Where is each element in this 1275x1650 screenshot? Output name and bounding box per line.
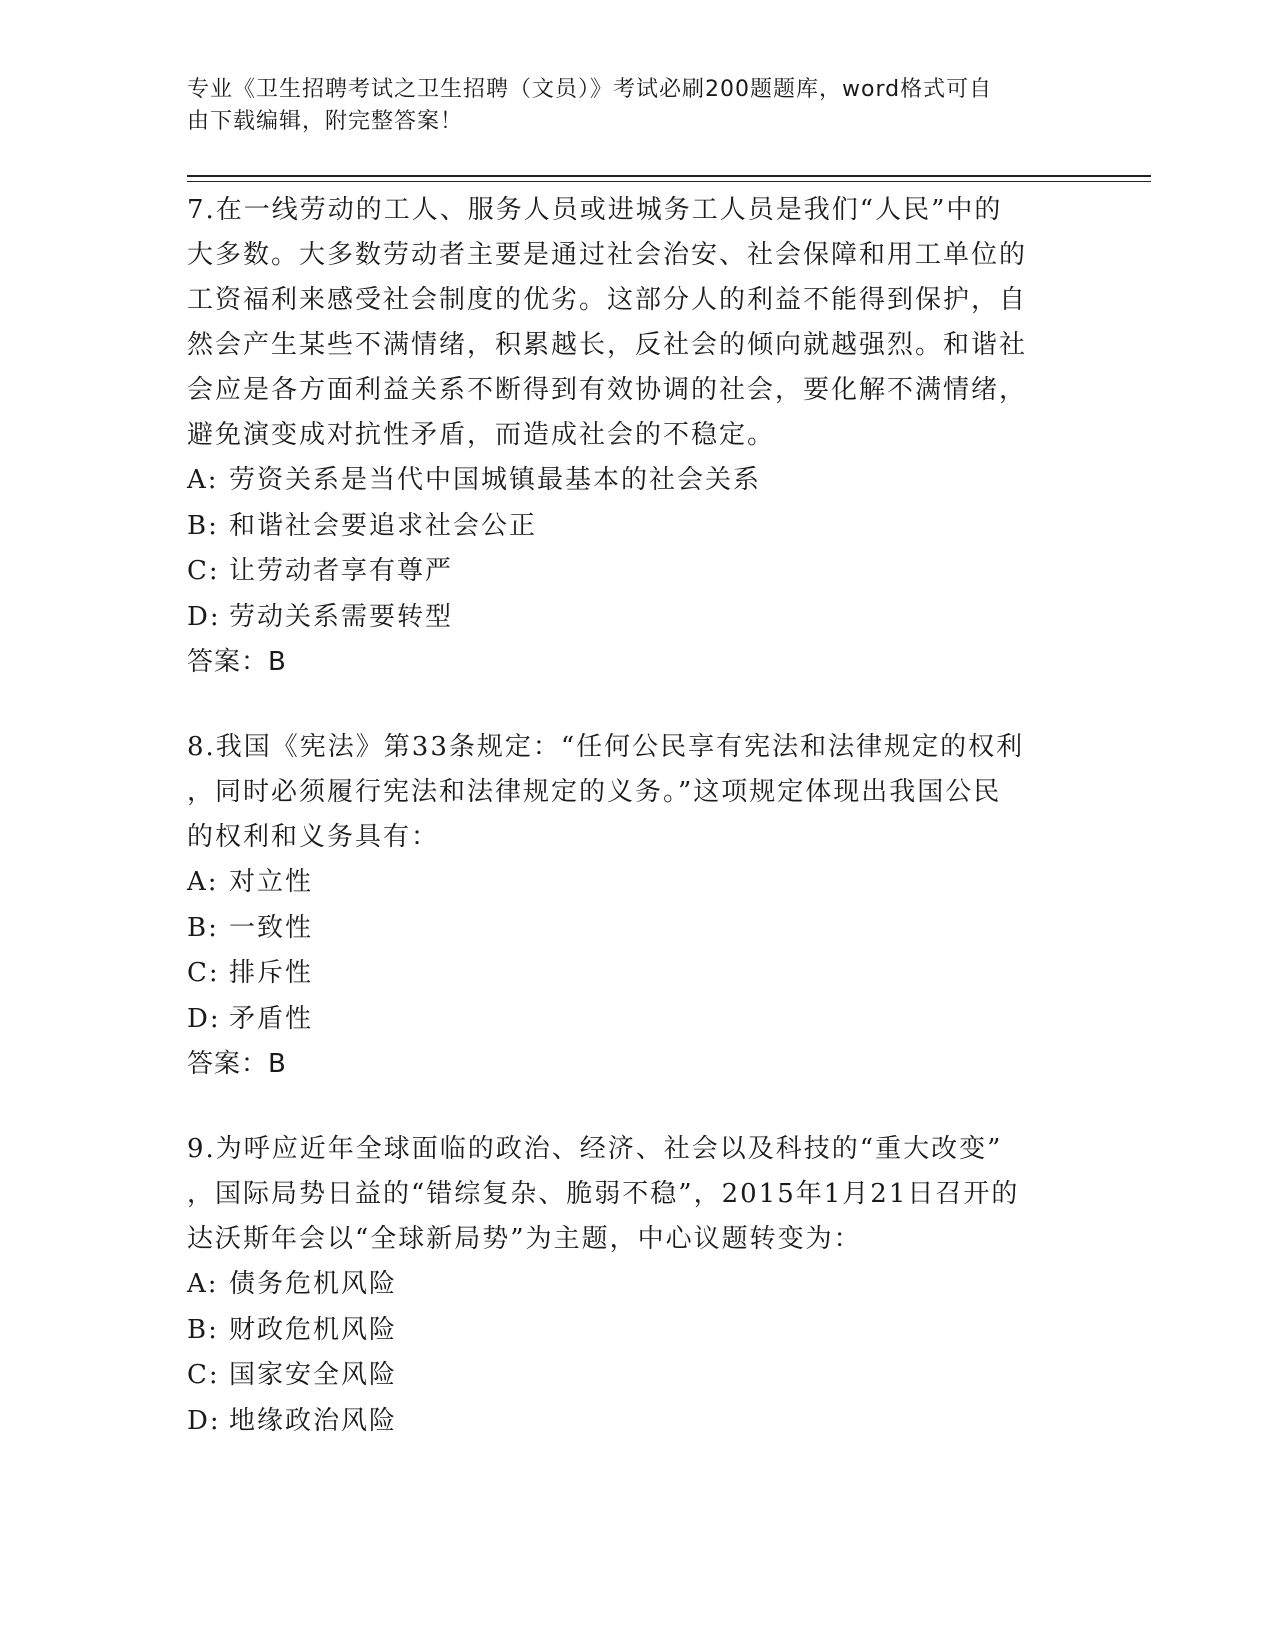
question-stem-line: 8.我国《宪法》第33条规定：“任何公民享有宪法和法律规定的权利 [187,732,1025,762]
question-stem-line: ，国际局势日益的“错综复杂、脆弱不稳”，2015年1月21日召开的 [187,1179,1020,1209]
question-8 [187,725,1087,1087]
option-c [187,549,1087,595]
option-text: 对立性 [229,867,314,897]
option-b [187,1308,1087,1354]
option-letter: C: [187,556,220,586]
question-stem-line: 大多数。大多数劳动者主要是通过社会治安、社会保障和用工单位的 [187,240,1028,270]
option-letter: A: [187,1269,219,1299]
option-b [187,504,1087,550]
header-line-1: 专业《卫生招聘考试之卫生招聘（文员）》考试必刷200题题库，word格式可自 [187,77,993,102]
question-stem-line: ，同时必须履行宪法和法律规定的义务。”这项规定体现出我国公民 [187,777,1002,807]
question-spacer [187,1087,1087,1127]
option-d [187,997,1087,1043]
document-header [187,74,1067,138]
option-letter: B: [187,1314,219,1345]
option-letter: D: [187,1405,221,1436]
option-d [187,595,1087,641]
option-letter: D: [187,601,221,632]
option-text: 一致性 [229,912,314,943]
question-list [187,188,1087,1444]
option-text: 地缘政治风险 [229,1405,398,1436]
answer-line: 答案：B [187,647,287,677]
option-letter: B: [187,912,219,943]
header-divider-thick [187,175,1151,177]
option-text: 让劳动者享有尊严 [229,556,454,586]
question-stem-line: 达沃斯年会以“全球新局势”为主题，中心议题转变为： [187,1224,862,1254]
option-text: 国家安全风险 [229,1360,398,1390]
answer-line: 答案：B [187,1049,287,1079]
option-letter: B: [187,510,219,541]
option-letter: A: [187,867,219,897]
option-text: 矛盾性 [229,1003,314,1034]
option-letter: A: [187,465,219,495]
option-text: 财政危机风险 [229,1314,398,1345]
question-stem-line: 会应是各方面利益关系不断得到有效协调的社会，要化解不满情绪， [187,375,1028,405]
header-divider-thin [187,181,1151,182]
option-text: 排斥性 [229,958,314,988]
question-stem-line: 9.为呼应近年全球面临的政治、经济、社会以及科技的“重大改变” [187,1134,1003,1164]
option-text: 和谐社会要追求社会公正 [229,510,538,541]
option-text: 劳动关系需要转型 [229,601,454,632]
option-a [187,860,1087,906]
option-letter: C: [187,958,220,988]
header-line-2: 由下载编辑，附完整答案！ [187,109,464,134]
question-7 [187,188,1087,685]
question-stem-line: 工资福利来感受社会制度的优劣。这部分人的利益不能得到保护，自 [187,285,1028,315]
option-b [187,906,1087,952]
question-stem-line: 然会产生某些不满情绪，积累越长，反社会的倾向就越强烈。和谐社 [187,330,1028,360]
option-d [187,1399,1087,1445]
question-9 [187,1127,1087,1444]
option-text: 劳资关系是当代中国城镇最基本的社会关系 [229,465,762,495]
option-a [187,1262,1087,1308]
question-stem-line: 7.在一线劳动的工人、服务人员或进城务工人员是我们“人民”中的 [187,195,1003,225]
option-letter: C: [187,1360,220,1390]
option-c [187,1353,1087,1399]
question-stem-line: 的权利和义务具有： [187,822,440,852]
question-stem-line: 避免演变成对抗性矛盾，而造成社会的不稳定。 [187,420,776,450]
option-a [187,458,1087,504]
option-letter: D: [187,1003,221,1034]
option-c [187,951,1087,997]
option-text: 债务危机风险 [229,1269,398,1299]
question-spacer [187,685,1087,725]
